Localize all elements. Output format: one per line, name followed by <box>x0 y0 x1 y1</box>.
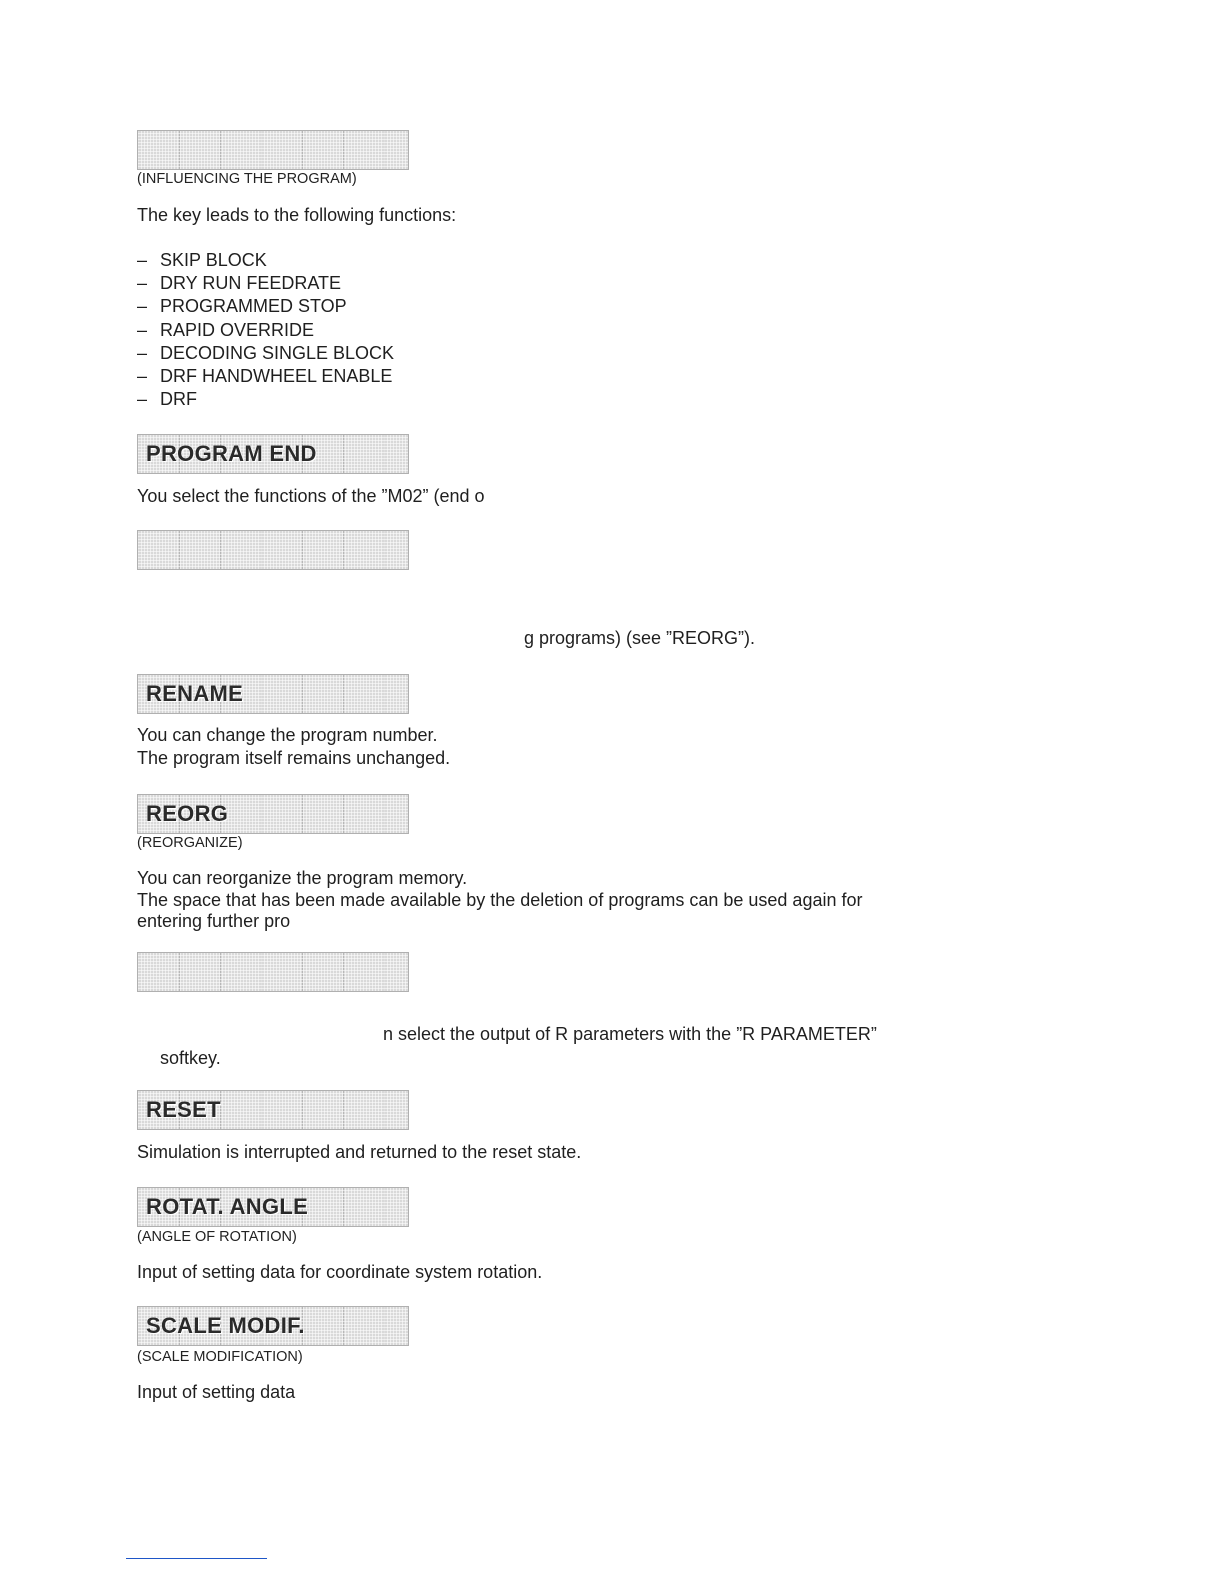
list-item <box>137 365 394 388</box>
footer-rule <box>126 1558 267 1559</box>
key-label: ROTAT. ANGLE <box>146 1194 309 1219</box>
key-label: PROGRAM END <box>146 441 317 466</box>
key-label: REORG <box>146 801 229 826</box>
list-item-label: DRF <box>160 389 197 410</box>
key-label: SCALE MODIF. <box>146 1313 305 1338</box>
reset-text: Simulation is interrupted and returned to the reset state. <box>137 1142 582 1162</box>
blank-key-2-text-2: softkey. <box>160 1048 221 1068</box>
rename-key[interactable] <box>137 674 409 714</box>
list-item <box>137 295 394 318</box>
list-item-label: RAPID OVERRIDE <box>160 319 315 340</box>
blank-softkey-2[interactable] <box>137 952 409 992</box>
dash: – <box>137 273 148 294</box>
list-item <box>137 342 394 365</box>
list-item-label: DRF HANDWHEEL ENABLE <box>160 366 393 387</box>
scale-modif-text: Input of setting data <box>137 1382 296 1402</box>
dash: – <box>137 296 148 317</box>
list-item-label: SKIP BLOCK <box>160 250 267 270</box>
rename-text-2: The program itself remains unchanged. <box>137 748 451 768</box>
scale-modif-subtitle: (SCALE MODIFICATION) <box>137 1349 303 1365</box>
reorg-subtitle: (REORGANIZE) <box>137 835 243 851</box>
rotat-angle-text: Input of setting data for coordinate system rotation. <box>137 1262 543 1282</box>
program-end-key[interactable] <box>137 434 409 474</box>
rename-text-1: You can change the program number. <box>137 725 438 745</box>
program-end-text: You select the functions of the ”M02” (end o <box>137 486 485 506</box>
blank-key-2-text-1: n select the output of R parameters with the ”R PARAMETER” <box>383 1024 877 1044</box>
key-label: RENAME <box>146 681 244 706</box>
dash: – <box>137 250 148 270</box>
dash: – <box>137 319 148 340</box>
function-list <box>137 249 394 411</box>
list-item-label: DECODING SINGLE BLOCK <box>160 342 395 363</box>
list-item <box>137 319 394 342</box>
dash: – <box>137 366 148 387</box>
influencing-subtitle: (INFLUENCING THE PROGRAM) <box>137 171 357 187</box>
rotat-angle-subtitle: (ANGLE OF ROTATION) <box>137 1229 297 1245</box>
list-item <box>137 272 394 295</box>
list-item <box>137 249 394 272</box>
reorg-text-1: You can reorganize the program memory. <box>137 868 468 888</box>
dash: – <box>137 342 148 363</box>
list-item-label: DRY RUN FEEDRATE <box>160 273 342 294</box>
reorg-text-2: The space that has been made available by the deletion of programs can be used again for <box>137 890 863 910</box>
rotat-angle-key[interactable] <box>137 1187 409 1227</box>
key-label: RESET <box>146 1097 221 1122</box>
influencing-intro: The key leads to the following functions: <box>137 205 457 225</box>
blank-key-1-text: g programs) (see ”REORG”). <box>524 628 756 648</box>
influencing-program-key[interactable] <box>137 130 409 170</box>
scale-modif-key[interactable] <box>137 1306 409 1346</box>
reset-key[interactable] <box>137 1090 409 1130</box>
dash: – <box>137 389 148 410</box>
blank-softkey-1[interactable] <box>137 530 409 570</box>
list-item-label: PROGRAMMED STOP <box>160 296 347 317</box>
reorg-key[interactable] <box>137 794 409 834</box>
reorg-text-3: entering further pro <box>137 911 291 931</box>
list-item <box>137 388 394 411</box>
